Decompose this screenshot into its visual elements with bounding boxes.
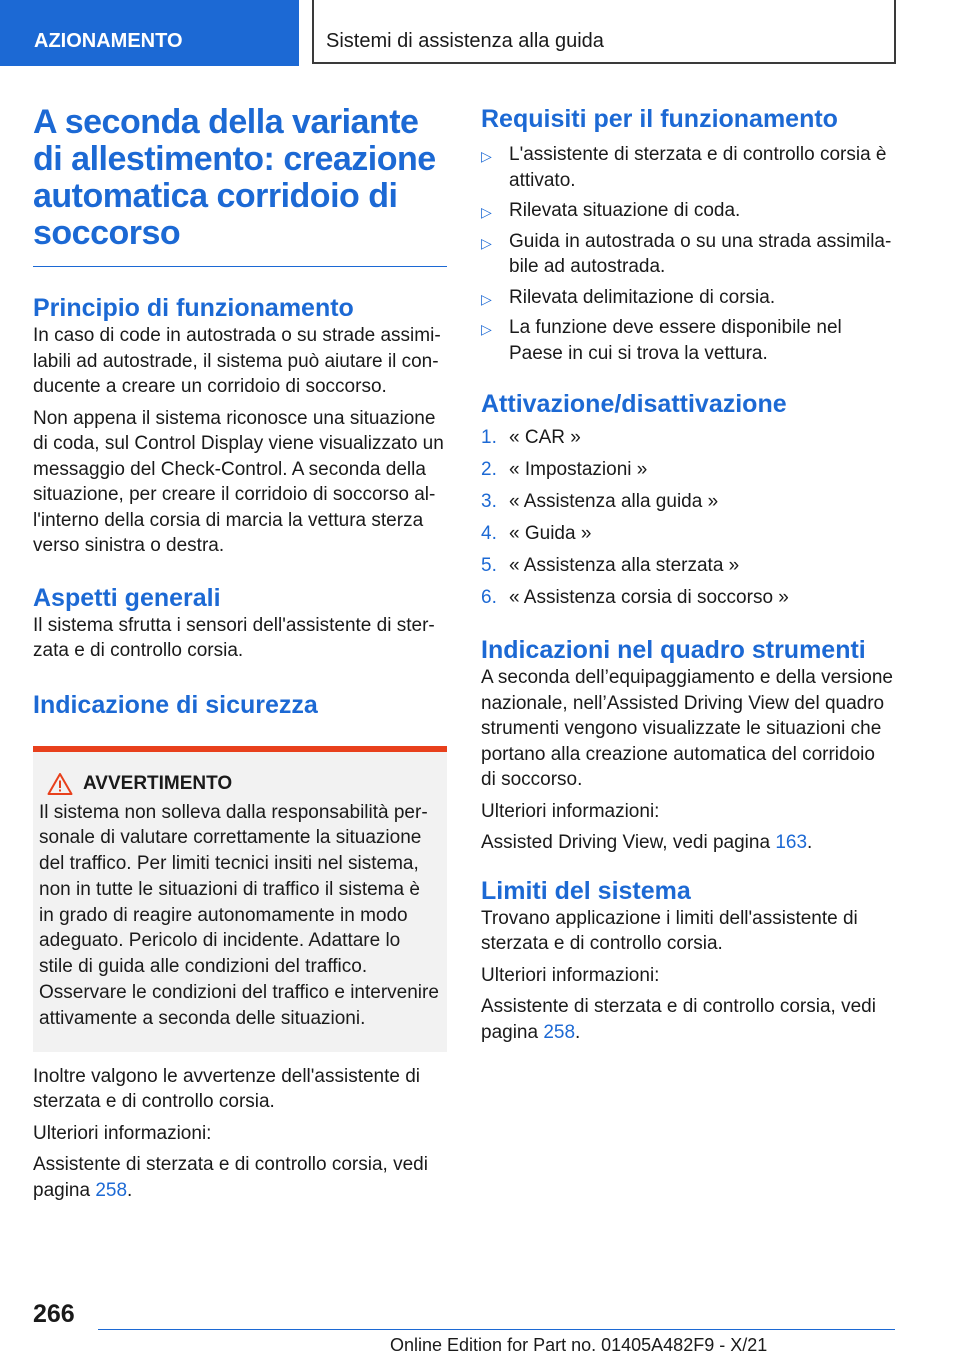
requirement-item bbox=[481, 198, 895, 224]
activation-step bbox=[481, 457, 895, 483]
step-text: « Assistenza corsia di soccorso » bbox=[509, 587, 789, 608]
step-number: 6. bbox=[481, 587, 497, 608]
limits-paragraph-3: Assistente di sterzata e di controllo corsia, vedi pagina 258. bbox=[481, 996, 876, 1043]
heading-requirements: Requisiti per il funzionamento bbox=[481, 105, 838, 133]
requirements-list bbox=[481, 142, 895, 366]
bullet-triangle-icon: ▷ bbox=[481, 290, 492, 307]
activation-steps bbox=[481, 425, 895, 611]
page-number: 266 bbox=[33, 1300, 75, 1328]
page-title: A seconda della variante di allestimento: creazione automatica corridoio di soccorso bbox=[33, 103, 436, 252]
cluster-paragraph-3: Assisted Driving View, vedi pagina 163. bbox=[481, 832, 813, 853]
bullet-triangle-icon: ▷ bbox=[481, 148, 492, 164]
safety-paragraph-2: Ulteriori informazioni: bbox=[33, 1122, 212, 1144]
limits-paragraph-2: Ulteriori informazioni: bbox=[481, 964, 660, 986]
warning-text: Il sistema non solleva dalla responsabilità personale di valutare correttamente la situazione del traffico. Per limiti tecnici insiti nel sistema, non in tutte le situazioni di traffico il sistema è in grado di reagire autonomamente in modo adeguato. Pericolo di incidente. Adattare lo stile di guida alle condizioni del traffico. Osservare le condizioni del traffico e intervenire attivamente a seconda delle situazioni. bbox=[39, 801, 439, 1029]
page-link-258[interactable]: 258 bbox=[543, 1021, 576, 1043]
requirement-item bbox=[481, 315, 895, 366]
requirement-item bbox=[481, 229, 895, 280]
activation-step bbox=[481, 489, 895, 515]
page-header bbox=[0, 0, 960, 66]
requirement-item bbox=[481, 285, 895, 311]
step-text: « CAR » bbox=[509, 427, 581, 448]
activation-step bbox=[481, 553, 895, 579]
requirement-text: L'assistente di sterzata e di controllo corsia è attivato. bbox=[509, 144, 887, 191]
chapter-title: Sistemi di assistenza alla guida bbox=[312, 0, 896, 64]
warning-triangle-icon bbox=[47, 772, 73, 796]
step-text: « Guida » bbox=[509, 523, 592, 544]
right-column bbox=[481, 100, 895, 1045]
page-link-258[interactable]: 258 bbox=[95, 1179, 128, 1201]
heading-limits: Limiti del sistema bbox=[481, 876, 691, 905]
step-text: « Assistenza alla sterzata » bbox=[509, 555, 740, 576]
step-text: « Assistenza alla guida » bbox=[509, 491, 719, 512]
footer-edition: Online Edition for Part no. 01405A482F9 - X/21 bbox=[390, 1335, 768, 1355]
heading-activation: Attivazione/disattivazione bbox=[481, 390, 787, 418]
heading-principle: Principio di funzionamento bbox=[33, 294, 354, 322]
activation-step bbox=[481, 585, 895, 611]
step-number: 1. bbox=[481, 427, 497, 448]
principle-paragraph-1: In caso di code in autostrada o su strade assimilabili ad autostrade, il sistema può aiutare il conducente a creare un corridoio di soccorso. bbox=[33, 325, 441, 397]
requirement-text: Guida in autostrada o su una strada assimilabile ad autostrada. bbox=[509, 230, 892, 277]
limits-paragraph-1: Trovano applicazione i limiti dell'assistente di sterzata e di controllo corsia. bbox=[481, 907, 858, 954]
activation-step bbox=[481, 521, 895, 547]
requirement-text: La funzione deve essere disponibile nel Paese in cui si trova la vettura. bbox=[509, 317, 842, 364]
heading-general: Aspetti generali bbox=[33, 583, 221, 612]
safety-paragraph-1: Inoltre valgono le avvertenze dell'assistente di sterzata e di controllo corsia. bbox=[33, 1065, 421, 1113]
safety-paragraph-3: Assistente di sterzata e di controllo corsia, vedi pagina 258. bbox=[33, 1154, 428, 1201]
section-tab: AZIONAMENTO bbox=[0, 0, 299, 66]
step-number: 3. bbox=[481, 491, 497, 512]
requirement-text: Rilevata delimitazione di corsia. bbox=[509, 286, 776, 308]
heading-cluster: Indicazioni nel quadro strumenti bbox=[481, 636, 866, 664]
step-number: 2. bbox=[481, 459, 497, 480]
footer-divider bbox=[98, 1329, 895, 1330]
bullet-triangle-icon: ▷ bbox=[481, 234, 492, 251]
requirement-item bbox=[481, 142, 895, 193]
bullet-triangle-icon: ▷ bbox=[481, 204, 492, 220]
general-paragraph-1: Il sistema sfrutta i sensori dell'assistente di sterzata e di controllo corsia. bbox=[33, 614, 435, 661]
cluster-paragraph-1: A seconda dell’equipaggiamento e della versione nazionale, nell’Assisted Driving View del quadro strumenti vengono visualizzate le situazioni che portano alla creazione automatica del corridoio di soccorso. bbox=[481, 667, 893, 790]
principle-paragraph-2: Non appena il sistema riconosce una situazione di coda, sul Control Display viene visualizzato un messaggio del Check-Control. A seconda della situazione, per creare il corridoio di soccorso all'interno della corsia di marcia la vettura sterza verso sinistra o destra. bbox=[33, 407, 444, 556]
activation-step bbox=[481, 425, 895, 451]
left-column bbox=[33, 100, 447, 1203]
requirement-text: Rilevata situazione di coda. bbox=[509, 200, 741, 221]
warning-box bbox=[33, 746, 447, 1052]
warning-header bbox=[39, 772, 439, 796]
bullet-triangle-icon: ▷ bbox=[481, 321, 492, 337]
heading-safety: Indicazione di sicurezza bbox=[33, 690, 318, 719]
step-text: « Impostazioni » bbox=[509, 459, 648, 480]
cluster-paragraph-2: Ulteriori informazioni: bbox=[481, 800, 660, 822]
warning-title: AVVERTIMENTO bbox=[83, 772, 233, 794]
page-link-163[interactable]: 163 bbox=[775, 832, 808, 853]
step-number: 5. bbox=[481, 555, 497, 576]
step-number: 4. bbox=[481, 523, 497, 544]
